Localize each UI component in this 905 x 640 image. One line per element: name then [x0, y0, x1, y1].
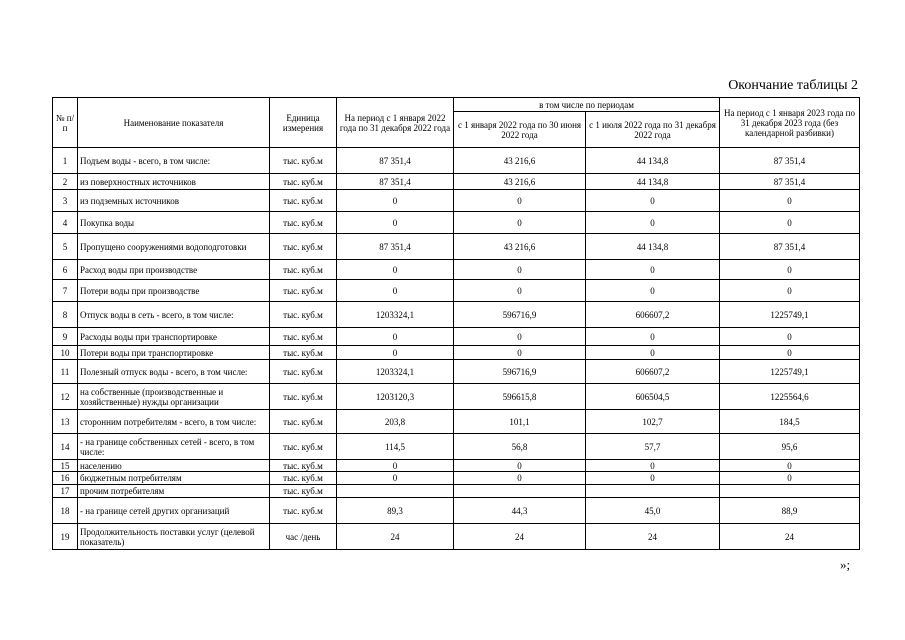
- row-num: 1: [53, 148, 78, 174]
- row-value-2022: 87 351,4: [337, 148, 454, 174]
- row-value-half1: 0: [454, 472, 586, 485]
- row-value-2023: 184,5: [720, 410, 860, 434]
- row-name: Расходы воды при транспортировке: [78, 328, 270, 346]
- table-row: [53, 190, 860, 212]
- row-value-half2: 102,7: [586, 410, 720, 434]
- row-value-half1: 56,8: [454, 434, 586, 460]
- row-value-2022: 0: [337, 472, 454, 485]
- row-value-2022: 0: [337, 260, 454, 280]
- row-value-half2: 44 134,8: [586, 148, 720, 174]
- row-name: Потери воды при производстве: [78, 280, 270, 302]
- row-value-2023: 0: [720, 328, 860, 346]
- row-name: Продолжительность поставки услуг (целевой показатель): [78, 524, 270, 550]
- row-value-half2: 44 134,8: [586, 174, 720, 190]
- row-name: Пропущено сооружениями водоподготовки: [78, 234, 270, 260]
- row-num: 6: [53, 260, 78, 280]
- header-period-2023: На период с 1 января 2023 года по 31 декабря 2023 года (без календарной разбивки): [720, 98, 860, 148]
- row-value-2022: 87 351,4: [337, 174, 454, 190]
- row-value-half1: 0: [454, 328, 586, 346]
- row-name: из подземных источников: [78, 190, 270, 212]
- row-num: 9: [53, 328, 78, 346]
- row-unit: тыс. куб.м: [270, 260, 337, 280]
- row-num: 12: [53, 384, 78, 410]
- row-name: - на границе собственных сетей - всего, в том числе:: [78, 434, 270, 460]
- table-row: [53, 346, 860, 360]
- row-value-half2: 0: [586, 460, 720, 472]
- row-value-2022: 0: [337, 460, 454, 472]
- row-value-half1: 43 216,6: [454, 234, 586, 260]
- row-value-half2: 0: [586, 280, 720, 302]
- row-value-half2: 0: [586, 212, 720, 234]
- row-value-2023: 1225749,1: [720, 302, 860, 328]
- row-value-half1: 0: [454, 346, 586, 360]
- row-value-half1: 43 216,6: [454, 174, 586, 190]
- table-row: [53, 234, 860, 260]
- row-num: 8: [53, 302, 78, 328]
- row-unit: тыс. куб.м: [270, 410, 337, 434]
- table-row: [53, 434, 860, 460]
- row-name: Расход воды при производстве: [78, 260, 270, 280]
- row-value-2022: 24: [337, 524, 454, 550]
- row-value-half1: 43 216,6: [454, 148, 586, 174]
- row-name: Подъем воды - всего, в том числе:: [78, 148, 270, 174]
- row-unit: тыс. куб.м: [270, 302, 337, 328]
- row-value-2022: 1203324,1: [337, 302, 454, 328]
- row-unit: час /день: [270, 524, 337, 550]
- header-half1-2022: с 1 января 2022 года по 30 июня 2022 года: [454, 112, 586, 148]
- table-row: [53, 410, 860, 434]
- row-value-half1: 0: [454, 460, 586, 472]
- header-unit: Единица измерения: [270, 98, 337, 148]
- row-value-2023: 0: [720, 280, 860, 302]
- table-row: [53, 460, 860, 472]
- row-value-half1: 0: [454, 280, 586, 302]
- row-name: - на границе сетей других организаций: [78, 498, 270, 524]
- row-value-half1: 44,3: [454, 498, 586, 524]
- row-num: 16: [53, 472, 78, 485]
- table-row: [53, 360, 860, 384]
- row-value-2023: 1225749,1: [720, 360, 860, 384]
- row-num: 2: [53, 174, 78, 190]
- row-value-2022: 203,8: [337, 410, 454, 434]
- row-value-half2: 606607,2: [586, 302, 720, 328]
- row-value-half2: 45,0: [586, 498, 720, 524]
- row-value-half1: 596716,9: [454, 360, 586, 384]
- row-num: 4: [53, 212, 78, 234]
- row-num: 14: [53, 434, 78, 460]
- row-value-half2: [586, 485, 720, 498]
- row-value-half1: 0: [454, 212, 586, 234]
- table-row: [53, 212, 860, 234]
- page-title: Окончание таблицы 2: [728, 78, 858, 93]
- row-unit: тыс. куб.м: [270, 280, 337, 302]
- row-unit: тыс. куб.м: [270, 360, 337, 384]
- table-row: [53, 174, 860, 190]
- row-unit: тыс. куб.м: [270, 434, 337, 460]
- header-including-by-periods: в том числе по периодам: [454, 98, 720, 112]
- row-value-2023: [720, 485, 860, 498]
- row-unit: тыс. куб.м: [270, 174, 337, 190]
- row-name: населению: [78, 460, 270, 472]
- table-row: [53, 524, 860, 550]
- row-name: на собственные (производственные и хозяйственные) нужды организации: [78, 384, 270, 410]
- row-value-2023: 0: [720, 260, 860, 280]
- row-value-half2: 44 134,8: [586, 234, 720, 260]
- row-value-half2: 0: [586, 346, 720, 360]
- row-value-2023: 0: [720, 212, 860, 234]
- row-unit: тыс. куб.м: [270, 498, 337, 524]
- row-value-half1: 101,1: [454, 410, 586, 434]
- row-value-2023: 0: [720, 190, 860, 212]
- table-row: [53, 148, 860, 174]
- table-row: [53, 328, 860, 346]
- row-value-half2: 606607,2: [586, 360, 720, 384]
- row-value-2022: 0: [337, 280, 454, 302]
- row-value-half1: 24: [454, 524, 586, 550]
- row-value-2023: 87 351,4: [720, 234, 860, 260]
- table-row: [53, 498, 860, 524]
- row-value-2023: 1225564,6: [720, 384, 860, 410]
- row-num: 3: [53, 190, 78, 212]
- row-value-half2: 0: [586, 328, 720, 346]
- row-name: прочим потребителям: [78, 485, 270, 498]
- row-unit: тыс. куб.м: [270, 346, 337, 360]
- row-num: 7: [53, 280, 78, 302]
- row-value-half1: 0: [454, 260, 586, 280]
- table-row: [53, 384, 860, 410]
- row-value-half1: 596716,9: [454, 302, 586, 328]
- row-value-2022: 89,3: [337, 498, 454, 524]
- row-value-2023: 88,9: [720, 498, 860, 524]
- row-value-2022: 0: [337, 328, 454, 346]
- row-name: Потери воды при транспортировке: [78, 346, 270, 360]
- row-value-half1: 596615,8: [454, 384, 586, 410]
- row-unit: тыс. куб.м: [270, 384, 337, 410]
- row-value-2022: 0: [337, 212, 454, 234]
- row-unit: тыс. куб.м: [270, 460, 337, 472]
- row-value-2022: 1203324,1: [337, 360, 454, 384]
- row-name: Полезный отпуск воды - всего, в том числе:: [78, 360, 270, 384]
- row-name: из поверхностных источников: [78, 174, 270, 190]
- row-value-2023: 24: [720, 524, 860, 550]
- row-num: 18: [53, 498, 78, 524]
- row-value-2022: 1203120,3: [337, 384, 454, 410]
- row-value-2023: 95,6: [720, 434, 860, 460]
- row-unit: тыс. куб.м: [270, 148, 337, 174]
- row-num: 10: [53, 346, 78, 360]
- row-value-2022: 114,5: [337, 434, 454, 460]
- row-value-2022: 0: [337, 346, 454, 360]
- row-value-2023: 87 351,4: [720, 148, 860, 174]
- row-value-half1: 0: [454, 190, 586, 212]
- water-indicators-table: [52, 97, 860, 550]
- row-unit: тыс. куб.м: [270, 234, 337, 260]
- row-value-half2: 0: [586, 472, 720, 485]
- row-unit: тыс. куб.м: [270, 472, 337, 485]
- table-row: [53, 280, 860, 302]
- row-num: 13: [53, 410, 78, 434]
- row-name: сторонним потребителям - всего, в том числе:: [78, 410, 270, 434]
- row-num: 11: [53, 360, 78, 384]
- row-unit: тыс. куб.м: [270, 485, 337, 498]
- row-value-2023: 87 351,4: [720, 174, 860, 190]
- table-row: [53, 260, 860, 280]
- row-unit: тыс. куб.м: [270, 328, 337, 346]
- header-row-1: [53, 98, 860, 112]
- row-value-2022: 0: [337, 190, 454, 212]
- row-value-2023: 0: [720, 346, 860, 360]
- row-value-2023: 0: [720, 472, 860, 485]
- row-num: 19: [53, 524, 78, 550]
- table-row: [53, 485, 860, 498]
- row-value-2023: 0: [720, 460, 860, 472]
- row-num: 17: [53, 485, 78, 498]
- header-name: Наименование показателя: [78, 98, 270, 148]
- row-value-half2: 24: [586, 524, 720, 550]
- row-value-half2: 57,7: [586, 434, 720, 460]
- row-value-2022: [337, 485, 454, 498]
- row-name: Отпуск воды в сеть - всего, в том числе:: [78, 302, 270, 328]
- header-num: № п/п: [53, 98, 78, 148]
- row-value-2022: 87 351,4: [337, 234, 454, 260]
- table-row: [53, 472, 860, 485]
- row-value-half2: 606504,5: [586, 384, 720, 410]
- header-half2-2022: с 1 июля 2022 года по 31 декабря 2022 года: [586, 112, 720, 148]
- row-unit: тыс. куб.м: [270, 190, 337, 212]
- row-num: 5: [53, 234, 78, 260]
- row-num: 15: [53, 460, 78, 472]
- row-name: бюджетным потребителям: [78, 472, 270, 485]
- closing-quote-mark: »;: [840, 557, 851, 572]
- row-value-half2: 0: [586, 190, 720, 212]
- row-value-half1: [454, 485, 586, 498]
- row-value-half2: 0: [586, 260, 720, 280]
- row-name: Покупка воды: [78, 212, 270, 234]
- row-unit: тыс. куб.м: [270, 212, 337, 234]
- table-row: [53, 302, 860, 328]
- header-period-2022: На период с 1 января 2022 года по 31 декабря 2022 года: [337, 98, 454, 148]
